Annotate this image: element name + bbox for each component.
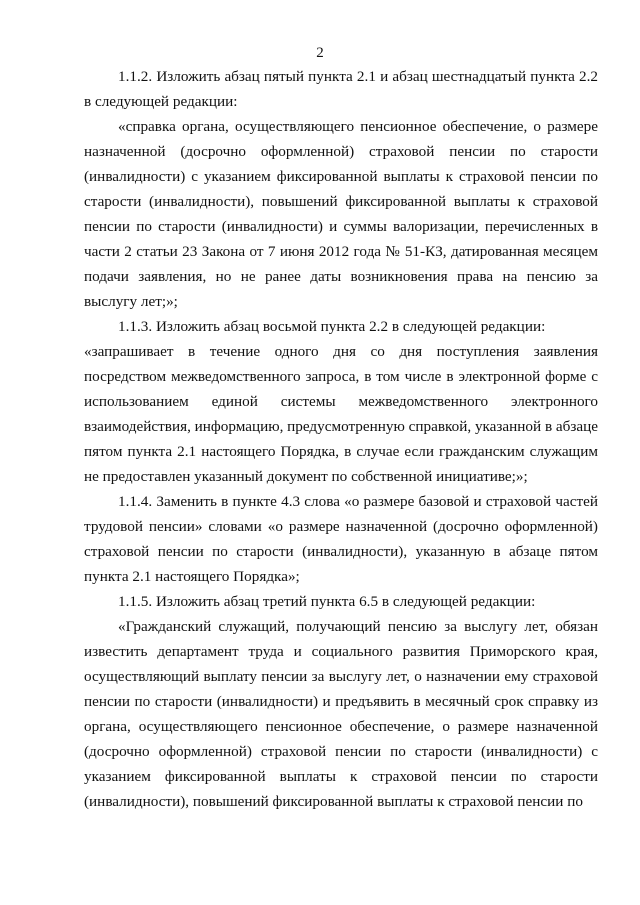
paragraph-1-1-3: 1.1.3. Изложить абзац восьмой пункта 2.2 в следующей редакции: [118, 318, 546, 335]
paragraph-quote-spravka: «справка органа, осуществляющего пенсионное обеспечение, о размере назначенной (досрочно оформленной) страховой пенсии по старости (инвалидности) с указанием фиксированной выплаты к страховой пенсии по старости (инвалидности), повышений фиксированной выплаты к страховой пенсии по старости (инвалидности) и суммы валоризации, перечисленных в части 2 статьи 23 Закона от 7 июня 2012 года № 51-КЗ, датированная месяцем подачи заявления, но не ранее даты возникновения права на пенсию за выслугу лет;»; [84, 118, 598, 310]
paragraph-1-1-5: 1.1.5. Изложить абзац третий пункта 6.5 в следующей редакции: [118, 593, 536, 610]
page-number: 2 [316, 45, 324, 61]
document-body [84, 64, 598, 814]
paragraph-1-1-4: 1.1.4. Заменить в пункте 4.3 слова «о размере базовой и страховой частей трудовой пенсии» словами «о размере назначенной (досрочно оформленной) страховой пенсии по старости (инвалидности), указанную в абзаце пятом пункта 2.1 настоящего Порядка»; [84, 493, 598, 585]
paragraph-quote-grazhdanskiy: «Гражданский служащий, получающий пенсию за выслугу лет, обязан известить департамент труда и социального развития Приморского края, осуществляющий выплату пенсии за выслугу лет, о назначении ему страховой пенсии по старости (инвалидности) и предъявить в месячный срок справку из органа, осуществляющего пенсионное обеспечение, о размере назначенной (досрочно оформленной) страховой пенсии по старости (инвалидности) с указанием фиксированной выплаты к страховой пенсии по старости (инвалидности), повышений фиксированной выплаты к страховой пенсии по [84, 618, 598, 810]
paragraph-quote-zaprashivaet: «запрашивает в течение одного дня со дня поступления заявления посредством межведомственного запроса, в том числе в электронной форме с использованием единой системы межведомственного электронного взаимодействия, информацию, предусмотренную справкой, указанной в абзаце пятом пункта 2.1 настоящего Порядка, в случае если гражданским служащим не предоставлен указанный документ по собственной инициативе;»; [84, 343, 598, 485]
paragraph-1-1-2: 1.1.2. Изложить абзац пятый пункта 2.1 и абзац шестнадцатый пункта 2.2 в следующей редакции: [84, 68, 598, 110]
